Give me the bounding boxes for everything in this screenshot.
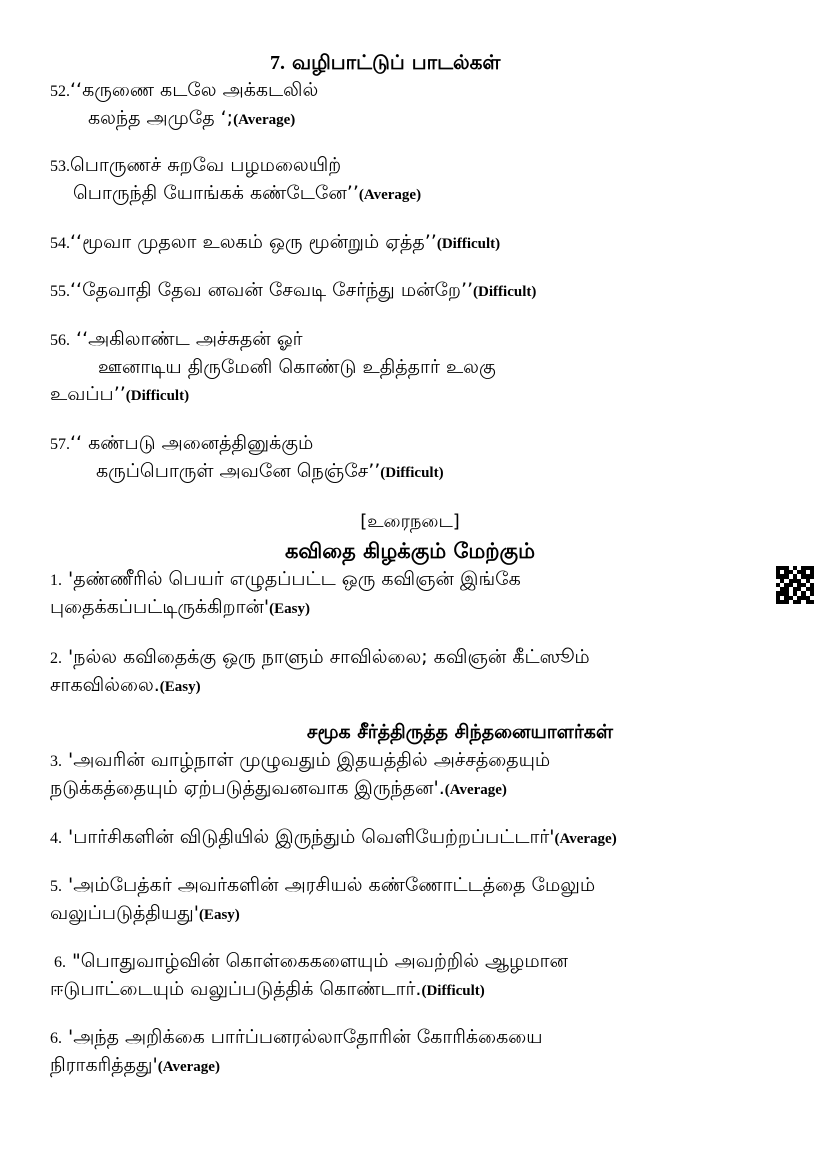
question-text: ஊனாடிய திருமேனி கொண்டு உதித்தார் உலகு (98, 356, 496, 378)
section-title: வழிபாட்டுப் பாடல்கள் (291, 50, 501, 74)
question-text: சாகவில்லை. (50, 674, 160, 696)
prose-title: கவிதை கிழக்கும் மேற்கும் (284, 539, 535, 563)
question-53-line2 (73, 181, 421, 207)
question-number: 4. (50, 830, 62, 847)
difficulty-tag: (Average) (444, 782, 507, 798)
question-number: 3. (50, 753, 62, 770)
question-54-line1 (50, 230, 500, 256)
social-question-6b-line2 (50, 1053, 220, 1079)
question-number: 56. (50, 332, 70, 349)
social-question-4-line1 (50, 825, 617, 851)
question-text: புதைக்கப்பட்டிருக்கிறான்' (50, 596, 270, 618)
question-56-line3 (50, 382, 189, 408)
social-question-6b-line1 (50, 1025, 543, 1051)
question-text: பொருணச் சுறவே பழமலையிற் (70, 154, 342, 176)
question-text: ஈடுபாட்டையும் வலுப்படுத்திக் கொண்டார். (50, 978, 422, 1000)
question-text: ‘‘அகிலாண்ட அச்சுதன் ஓர் (76, 328, 303, 350)
social-question-6a-line2 (50, 977, 485, 1003)
question-number: 2. (50, 650, 62, 667)
difficulty-tag: (Average) (358, 187, 422, 203)
social-question-5-line1 (50, 873, 595, 899)
question-number: 57. (50, 436, 70, 453)
question-text: நிராகரித்தது' (50, 1054, 158, 1076)
prose-question-2-line2 (50, 673, 201, 699)
question-text: 'அம்பேத்கர் அவர்களின் அரசியல் கண்ணோட்டத்தை மேலும் (68, 874, 596, 896)
question-number: 6. (50, 1030, 62, 1047)
difficulty-tag: (Difficult) (421, 983, 485, 999)
difficulty-tag: (Easy) (159, 679, 201, 695)
prose-bracket-heading: [உரைநடை] (360, 511, 460, 532)
difficulty-tag: (Average) (554, 831, 617, 847)
social-question-3-line2 (50, 776, 507, 802)
question-number: 55. (50, 283, 70, 300)
difficulty-tag: (Easy) (269, 601, 311, 617)
question-52-line1 (50, 78, 318, 104)
question-text: வலுப்படுத்தியது' (50, 902, 199, 924)
question-text: 'நல்ல கவிதைக்கு ஒரு நாளும் சாவில்லை; கவிஞன் கீட்ஸூம் (68, 646, 590, 668)
prose-question-1-line2 (50, 595, 310, 621)
social-question-3-line1 (50, 748, 550, 774)
question-text: "பொதுவாழ்வின் கொள்கைகளையும் அவற்றில் ஆழமான (72, 950, 568, 972)
question-text: ‘‘மூவா முதலா உலகம் ஒரு மூன்றும் ஏத்த’’ (70, 231, 437, 253)
question-text: 'அந்த அறிக்கை பார்ப்பனரல்லாதோரின் கோரிக்கையை (68, 1026, 543, 1048)
question-53-line1 (50, 153, 341, 179)
question-52-line2 (88, 106, 295, 132)
social-question-5-line2 (50, 901, 240, 927)
difficulty-tag: (Average) (233, 112, 296, 128)
question-number: 1. (50, 572, 62, 589)
question-number: 53. (50, 158, 70, 175)
section-heading (270, 50, 500, 75)
qr-code-icon (776, 566, 814, 604)
question-57-line2 (96, 459, 444, 485)
question-text: ‘‘கருணை கடலே அக்கடலில் (70, 79, 319, 101)
social-question-6a-line1 (54, 949, 568, 975)
question-56-line2 (98, 355, 496, 379)
question-text: ‘‘ கண்படு அனைத்தினுக்கும் (70, 432, 314, 454)
difficulty-tag: (Difficult) (436, 236, 501, 252)
question-text: 'பார்சிகளின் விடுதியில் இருந்தும் வெளியேற்றப்பட்டார்' (68, 826, 555, 848)
section-number: 7. (270, 52, 285, 74)
question-number: 54. (50, 235, 70, 252)
difficulty-tag: (Easy) (198, 907, 240, 923)
question-text: பொருந்தி யோங்கக் கண்டேனே’’ (73, 182, 359, 204)
question-text: ‘‘தேவாதி தேவ னவன் சேவடி சேர்ந்து மன்றே’’ (70, 279, 474, 301)
prose-question-2-line1 (50, 645, 590, 671)
question-56-line1 (50, 327, 303, 353)
difficulty-tag: (Difficult) (125, 388, 190, 404)
question-text: கருப்பொருள் அவனே நெஞ்சே’’ (96, 460, 381, 482)
question-text: 'அவரின் வாழ்நாள் முழுவதும் இதயத்தில் அச்சத்தையும் (68, 749, 551, 771)
question-text: கலந்த அமுதே ‘; (88, 107, 234, 129)
question-text: நடுக்கத்தையும் ஏற்படுத்துவனவாக இருந்தன'. (50, 777, 445, 799)
social-reform-heading: சமூக சீர்த்திருத்த சிந்தனையாளர்கள் (306, 721, 614, 743)
question-number: 52. (50, 83, 70, 100)
question-text: உவப்ப’’ (50, 383, 126, 405)
question-55-line1 (50, 278, 536, 304)
question-text: 'தண்ணீரில் பெயர் எழுதப்பட்ட ஒரு கவிஞன் இங்கே (68, 568, 521, 590)
difficulty-tag: (Average) (157, 1059, 220, 1075)
difficulty-tag: (Difficult) (473, 284, 537, 300)
question-number: 6. (54, 954, 66, 971)
prose-question-1-line1 (50, 567, 521, 593)
difficulty-tag: (Difficult) (380, 465, 444, 481)
question-number: 5. (50, 878, 62, 895)
question-57-line1 (50, 431, 313, 457)
